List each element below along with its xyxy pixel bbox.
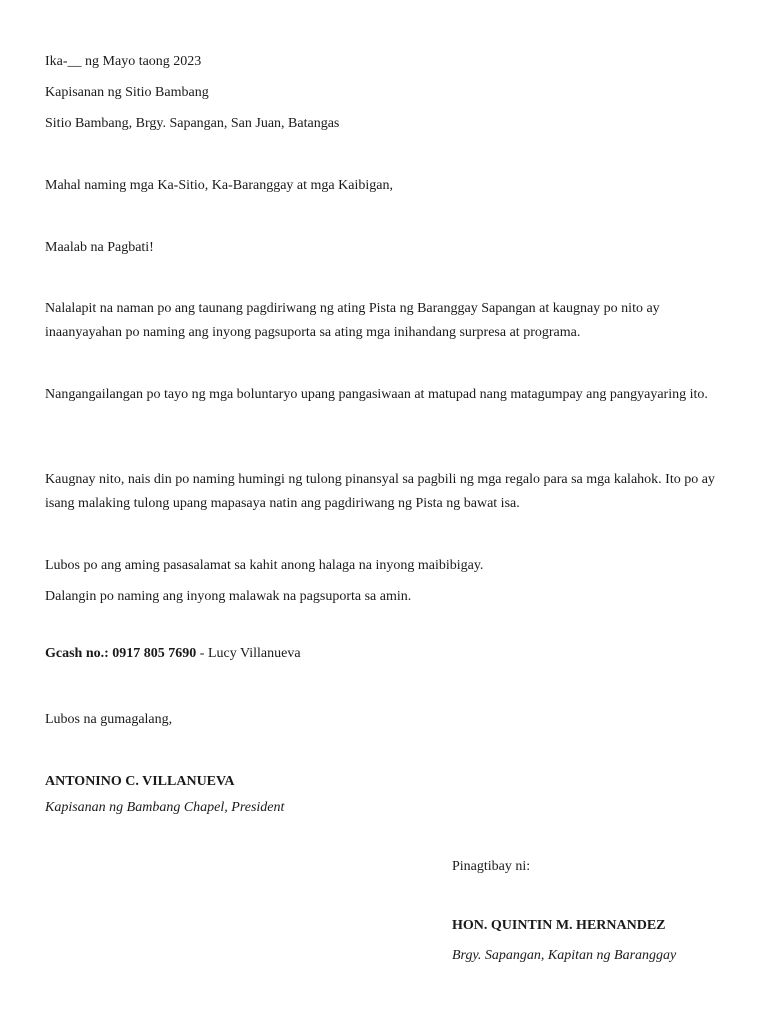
body-paragraph-3: Kaugnay nito, nais din po naming humingi ng tulong pinansyal sa pagbili ng mga regalo para sa mga kalahok. Ito po ay isang malaking tulong upang mapasaya natin ang pagdiriwang ng Pista ng bawat isa. <box>45 472 715 511</box>
approver-title: Brgy. Sapangan, Kapitan ng Baranggay <box>452 948 677 963</box>
organization-address: Sitio Bambang, Brgy. Sapangan, San Juan, Batangas <box>45 116 340 131</box>
closing: Lubos na gumagalang, <box>45 712 173 727</box>
body-paragraph-2: Nangangailangan po tayo ng mga boluntaryo upang pangasiwaan at matupad nang matagumpay ang pangyayaring ito. <box>45 387 708 402</box>
gcash-account-name: - Lucy Villanueva <box>196 646 301 661</box>
gcash-number: Gcash no.: 0917 805 7690 <box>45 646 197 661</box>
approver-name: HON. QUINTIN M. HERNANDEZ <box>452 918 666 933</box>
salutation: Mahal naming mga Ka-Sitio, Ka-Baranggay at mga Kaibigan, <box>45 178 393 193</box>
thanks-line: Lubos po ang aming pasasalamat sa kahit anong halaga na inyong maibibigay. <box>45 558 484 573</box>
signatory-name: ANTONINO C. VILLANUEVA <box>45 774 235 789</box>
letter-date: Ika-__ ng Mayo taong 2023 <box>45 54 202 69</box>
approval-label: Pinagtibay ni: <box>452 859 531 874</box>
organization-name: Kapisanan ng Sitio Bambang <box>45 85 209 100</box>
body-paragraph-1: Nalalapit na naman po ang taunang pagdiriwang ng ating Pista ng Baranggay Sapangan at kaugnay po nito ay inaanyayahan po naming ang inyong pagsuporta sa ating mga inihandang surpresa at programa. <box>45 301 660 340</box>
signatory-title: Kapisanan ng Bambang Chapel, President <box>45 800 285 815</box>
greeting: Maalab na Pagbati! <box>45 240 154 255</box>
prayer-line: Dalangin po naming ang inyong malawak na pagsuporta sa amin. <box>45 589 412 604</box>
gcash-line <box>45 645 301 663</box>
